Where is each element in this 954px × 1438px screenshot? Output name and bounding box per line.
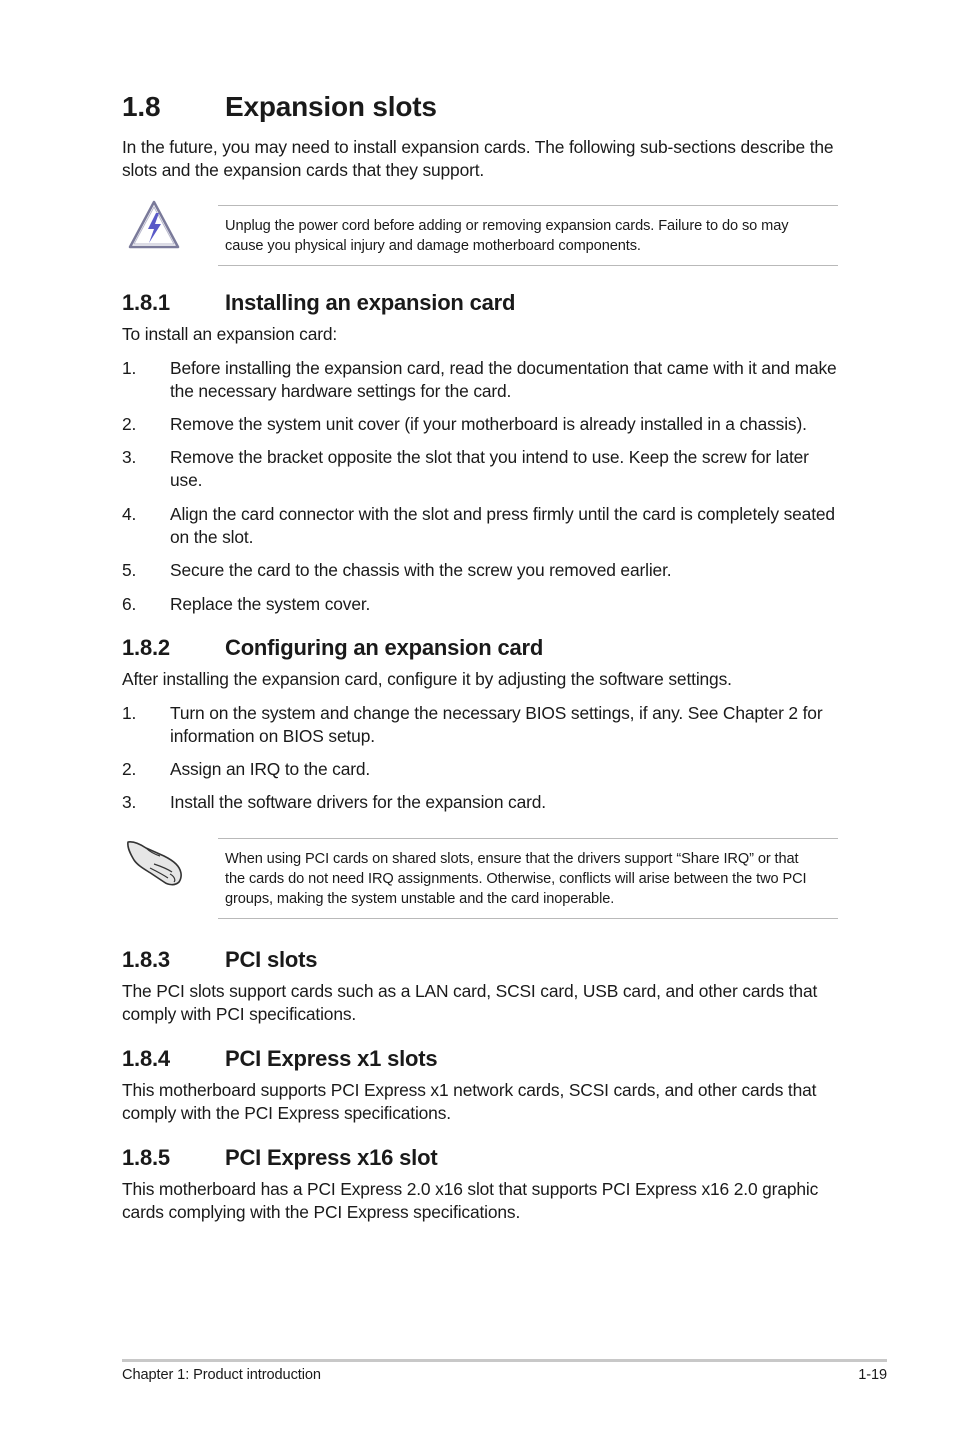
step-text: Align the card connector with the slot and press firmly until the card is completely seated on the slot. [170, 504, 835, 547]
warning-line-1: Unplug the power cord before adding or removing expansion cards. Failure to do so may [225, 218, 789, 234]
subsection-title: Configuring an expansion card [225, 635, 544, 660]
note-top-rule [218, 838, 838, 839]
subsection-body: This motherboard supports PCI Express x1 network cards, SCSI cards, and other cards that comply with the PCI Express specifications. [122, 1080, 817, 1123]
section-title: Expansion slots [225, 91, 437, 122]
step-number: 2. [122, 414, 137, 434]
subsection-number: 1.8.4 [122, 1046, 170, 1071]
step-text: Remove the bracket opposite the slot that you intend to use. Keep the screw for later use. [170, 447, 809, 490]
note-line-2: the cards do not need IRQ assignments. Otherwise, conflicts will arise between the two PCI [225, 871, 807, 887]
step-text: Turn on the system and change the necessary BIOS settings, if any. See Chapter 2 for information on BIOS setup. [170, 703, 823, 746]
subsection-number: 1.8.5 [122, 1145, 170, 1170]
footer-page-number: 1-19 [858, 1367, 887, 1383]
note-line-3: groups, making the system unstable and the card inoperable. [225, 891, 615, 907]
note-bottom-rule [218, 918, 838, 919]
subsection-body: The PCI slots support cards such as a LAN card, SCSI card, USB card, and other cards that comply with PCI specifications. [122, 981, 818, 1024]
step-number: 6. [122, 594, 137, 614]
section-number: 1.8 [122, 91, 161, 122]
step-text: Replace the system cover. [170, 594, 371, 614]
step-number: 2. [122, 759, 137, 779]
step-number: 1. [122, 358, 137, 378]
step-number: 4. [122, 504, 137, 524]
step-number: 1. [122, 703, 137, 723]
subsection-number: 1.8.3 [122, 947, 170, 972]
step-text: Secure the card to the chassis with the screw you removed earlier. [170, 560, 672, 580]
hand-note-icon [124, 838, 186, 888]
step-text: Remove the system unit cover (if your motherboard is already installed in a chassis). [170, 414, 807, 434]
step-text: Assign an IRQ to the card. [170, 759, 371, 779]
warning-lightning-icon [126, 199, 182, 251]
subsection-lead: To install an expansion card: [122, 324, 338, 344]
note-line-1: When using PCI cards on shared slots, ensure that the drivers support “Share IRQ” or that [225, 851, 799, 867]
subsection-title: PCI Express x1 slots [225, 1046, 438, 1071]
step-text: Install the software drivers for the expansion card. [170, 792, 546, 812]
step-number: 3. [122, 792, 137, 812]
warning-line-2: cause you physical injury and damage motherboard components. [225, 238, 641, 254]
subsection-number: 1.8.2 [122, 635, 170, 660]
warning-top-rule [218, 205, 838, 206]
step-number: 5. [122, 560, 137, 580]
step-text: Before installing the expansion card, read the documentation that came with it and make the necessary hardware settings for the card. [170, 358, 837, 401]
footer-rule [122, 1359, 887, 1362]
step-number: 3. [122, 447, 137, 467]
subsection-title: PCI Express x16 slot [225, 1145, 438, 1170]
section-intro: In the future, you may need to install expansion cards. The following sub-sections describe the slots and the expansion cards that they support. [122, 137, 834, 180]
subsection-body: This motherboard has a PCI Express 2.0 x16 slot that supports PCI Express x16 2.0 graphic cards complying with the PCI Express specifications. [122, 1179, 819, 1222]
subsection-number: 1.8.1 [122, 290, 170, 315]
warning-bottom-rule [218, 265, 838, 266]
subsection-title: PCI slots [225, 947, 318, 972]
subsection-title: Installing an expansion card [225, 290, 516, 315]
subsection-lead: After installing the expansion card, configure it by adjusting the software settings. [122, 669, 732, 689]
footer-chapter: Chapter 1: Product introduction [122, 1367, 321, 1383]
